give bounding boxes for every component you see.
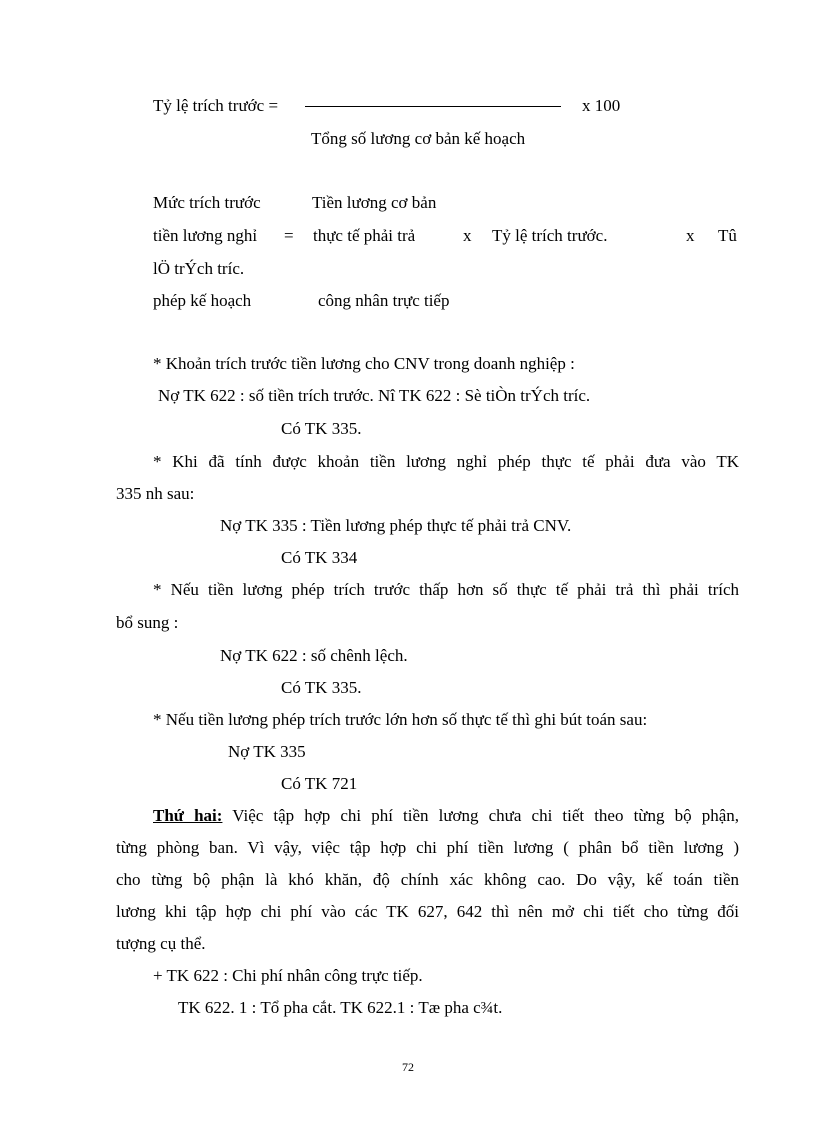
formula2-col2-line3: công nhân trực tiếp <box>318 291 450 310</box>
paragraph-supplement-line2: bổ sung : <box>116 613 179 632</box>
formula2-col1-line2: tiền lương nghỉ <box>153 226 258 245</box>
entry-debit-622: Nợ TK 622 : số tiền trích trước. Nî TK 622 : Sè tiÒn trÝch tríc. <box>158 386 591 405</box>
rate-formula-lhs: Tỷ lệ trích trước = <box>153 96 279 115</box>
formula2-col1-line4: phép kế hoạch <box>153 291 252 310</box>
paragraph-leave-calc-line2: 335 nh sau: <box>116 484 195 503</box>
entry-debit-335-b: Nợ TK 335 <box>228 742 306 761</box>
entry-credit-335: Có TK 335. <box>281 419 362 438</box>
formula2-times-2: x <box>686 226 695 245</box>
entry-credit-335-b: Có TK 335. <box>281 678 362 697</box>
paragraph-second-line4: lương khi tập hợp chi phí vào các TK 627, 642 thì nên mở chi tiết cho từng đối <box>116 902 739 921</box>
paragraph-reverse-entry: * Nếu tiền lương phép trích trước lớn hơn số thực tế thì ghi bút toán sau: <box>153 710 648 729</box>
paragraph-second-line2: từng phòng ban. Vì vậy, việc tập hợp chi phí tiền lương ( phân bổ tiền lương ) <box>116 838 739 857</box>
rate-formula-denominator: Tổng số lương cơ bản kế hoạch <box>311 129 526 148</box>
paragraph-leave-calc-line1: * Khi đã tính được khoản tiền lương nghỉ phép thực tế phải đưa vào TK <box>153 452 739 471</box>
rate-formula-multiplier: x 100 <box>582 96 621 115</box>
formula2-col1-line1: Mức trích trước <box>153 193 261 212</box>
formula2-times-1: x <box>463 226 472 245</box>
entry-debit-622-diff: Nợ TK 622 : số chênh lệch. <box>220 646 408 665</box>
entry-credit-721: Có TK 721 <box>281 774 358 793</box>
fraction-bar <box>305 106 561 107</box>
formula2-equals: = <box>284 226 294 245</box>
paragraph-supplement-line1: * Nếu tiền lương phép trích trước thấp hơn số thực tế phải trả thì phải trích <box>153 580 739 599</box>
account-622-1: TK 622. 1 : Tổ pha cắt. TK 622.1 : Tæ pha c¾t. <box>178 998 503 1017</box>
paragraph-second-line3: cho từng bộ phận là khó khăn, độ chính xác không cao. Do vậy, kế toán tiền <box>116 870 739 889</box>
entry-credit-334: Có TK 334 <box>281 548 358 567</box>
paragraph-advance-salary: * Khoản trích trước tiền lương cho CNV trong doanh nghiệp : <box>153 354 575 373</box>
formula2-rate: Tỷ lệ trích trước. <box>492 226 608 245</box>
paragraph-second-line1 <box>153 806 739 826</box>
account-622-heading: + TK 622 : Chi phí nhân công trực tiếp. <box>153 966 423 985</box>
formula2-col2-line2: thực tế phải trả <box>313 226 416 245</box>
formula2-col1-line3: lÖ trÝch tríc. <box>153 259 245 278</box>
page-number: 72 <box>402 1060 414 1074</box>
paragraph-second-line1-text: Việc tập hợp chi phí tiền lương chưa chi tiết theo từng bộ phận, <box>222 806 739 825</box>
entry-debit-335: Nợ TK 335 : Tiền lương phép thực tế phải trả CNV. <box>220 516 572 535</box>
section-label-second: Thứ hai: <box>153 806 223 825</box>
formula2-tail: Tû <box>718 226 737 245</box>
formula2-col2-line1: Tiền lương cơ bản <box>312 193 437 212</box>
paragraph-second-line5: tượng cụ thể. <box>116 934 206 953</box>
